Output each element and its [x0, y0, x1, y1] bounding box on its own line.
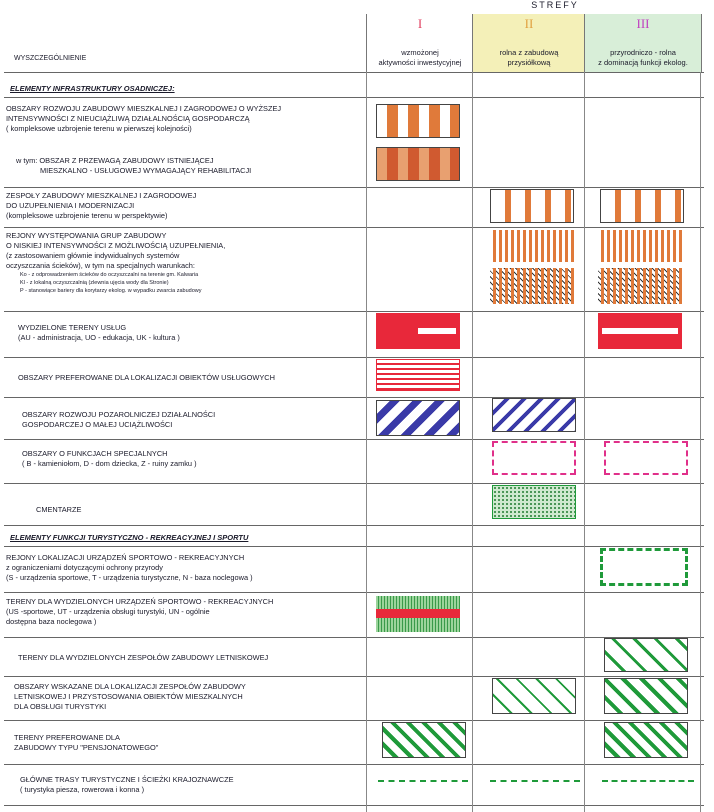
row-label-15: GŁÓWNE TRASY TURYSTYCZNE I ŚCIEŻKI KRAJOZNAWCZE ( turystyka piesza, rowerowa i konna ) — [20, 775, 234, 794]
section-tourism: ELEMENTY FUNKCJI TURYSTYCZNO - REKREACYJNEJ I SPORTU — [10, 533, 249, 542]
symbol-low-intensity-groups-zone3 — [598, 230, 682, 262]
grid-line — [4, 357, 704, 358]
symbol-housing-modernization-zone2 — [490, 189, 574, 223]
symbol-low-intensity-special-zone3 — [598, 268, 682, 304]
zones-title: STREFY — [531, 0, 579, 10]
symbol-housing-modernization-zone3 — [600, 189, 684, 223]
zone-1-header — [366, 14, 473, 72]
symbol-special-functions-zone2 — [492, 441, 576, 475]
symbol-sport-recreation-areas — [376, 596, 460, 632]
symbol-preferred-services — [376, 359, 460, 391]
row-label-11: TERENY DLA WYDZIELONYCH URZĄDZEŃ SPORTOWO - REKREACYJNYCH (US -sportowe, UT - urządzenia obsługi turystyki, UN - ogólnie dostępna baza noclegowa ) — [6, 597, 274, 626]
row-label-6: OBSZARY PREFEROWANE DLA LOKALIZACJI OBIEKTÓW USŁUGOWYCH — [18, 373, 275, 382]
section-infrastructure: ELEMENTY INFRASTRUKTURY OSADNICZEJ: — [10, 84, 175, 93]
column-heading: WYSZCZEGÓLNIENIE — [14, 55, 87, 62]
row-label-2: w tym: OBSZAR Z PRZEWAGĄ ZABUDOWY ISTNIEJĄCEJ MIESZKALNO - USŁUGOWEJ WYMAGAJĄCY REHABILITACJI — [16, 156, 252, 175]
row-label-8: OBSZARY O FUNKCJACH SPECJALNYCH ( B - kamieniołom, D - dom dziecka, Z - ruiny zamku ) — [22, 449, 197, 468]
grid-line — [4, 483, 704, 484]
symbol-trails-zone3 — [602, 780, 694, 782]
symbol-trails-zone2 — [490, 780, 580, 782]
symbol-summer-conversion-zone3 — [604, 678, 688, 714]
grid-line — [4, 764, 704, 765]
symbol-service-areas-zone1 — [376, 313, 460, 349]
symbol-light-business-zone1 — [376, 400, 460, 436]
row-label-4: REJONY WYSTĘPOWANIA GRUP ZABUDOWY O NISKIEJ INTENSYWNOŚCI Z MOŻLIWOŚCIĄ UZUPEŁNIENIA, (z zastosowaniem głównie indywidualnych systemów oczyszczania ścieków), w tym na specjalnych warunkach: Ko - z odprowadzeniem ścieków do oczyszczalni na terenie gm. Kalwaria Kl - z lokalną oczyszczalnią (zlewnia ujęcia wody dla Stronie) P - stanowiące bariery dla korytarzy ekolog. w wypadku zwarcia zabudowy — [6, 231, 226, 294]
row-label-1: OBSZARY ROZWOJU ZABUDOWY MIESZKALNEJ I ZAGRODOWEJ O WYŻSZEJ INTENSYWNOŚCI Z NIEUCIĄŻLIWĄ DZIAŁALNOŚCIĄ GOSPODARCZĄ ( kompleksowe uzbrojenie terenu w pierwszej kolejności) — [6, 104, 282, 133]
grid-line — [4, 72, 704, 73]
grid-line — [4, 592, 704, 593]
symbol-summer-housing — [604, 638, 688, 672]
symbol-service-areas-zone3 — [598, 313, 682, 349]
grid-column-line — [584, 72, 585, 812]
zone-1-roman: I — [417, 16, 423, 31]
grid-line — [4, 546, 704, 547]
symbol-special-functions-zone3 — [604, 441, 688, 475]
grid-line — [4, 439, 704, 440]
grid-line — [4, 676, 704, 677]
symbol-light-business-zone2 — [492, 398, 576, 432]
symbol-high-intensity-housing — [376, 104, 460, 138]
zone-1-desc: wzmożonej aktywności inwestycyjnej — [378, 48, 462, 67]
grid-line — [4, 187, 704, 188]
row-label-10: REJONY LOKALIZACJI URZĄDZEŃ SPORTOWO - REKREACYJNYCH z ograniczeniami dotyczącymi ochrony przyrody (S - urządzenia sportowe, T - urządzenia turystyczne, N - baza noclegowa ) — [6, 553, 253, 582]
grid-column-line — [472, 72, 473, 812]
grid-line — [4, 227, 704, 228]
zone-2-roman: II — [524, 16, 534, 31]
grid-line — [4, 720, 704, 721]
row-label-7: OBSZARY ROZWOJU POZAROLNICZEJ DZIAŁALNOŚCI GOSPODARCZEJ O MAŁEJ UCIĄŻLIWOŚCI — [22, 410, 216, 429]
symbol-guesthouse-zone1 — [382, 722, 466, 758]
grid-line — [4, 97, 704, 98]
zone-2-header — [472, 14, 585, 72]
row-label-3: ZESPOŁY ZABUDOWY MIESZKALNEJ I ZAGRODOWEJ DO UZUPEŁNIENIA I MODERNIZACJI (kompleksowe uzbrojenie terenu w perspektywie) — [6, 191, 197, 220]
zone-3-header — [584, 14, 702, 72]
symbol-low-intensity-groups-zone2 — [490, 230, 574, 262]
zone-2-desc: rolna z zabudową przysiółkową — [499, 48, 559, 67]
zone-3-roman: III — [636, 16, 650, 31]
row-label-13: OBSZARY WSKAZANE DLA LOKALIZACJI ZESPOŁÓW ZABUDOWY LETNISKOWEJ I PRZYSTOSOWANIA OBIEKTÓW MIESZKALNYCH DLA OBSŁUGI TURYSTYKI — [14, 682, 246, 711]
grid-column-line — [700, 72, 701, 812]
grid-line — [4, 637, 704, 638]
row-label-14: TERENY PREFEROWANE DLA ZABUDOWY TYPU "PENSJONATOWEGO" — [14, 733, 159, 752]
symbol-low-intensity-special-zone2 — [490, 268, 574, 304]
symbol-guesthouse-zone3 — [604, 722, 688, 758]
symbol-trails-zone1 — [378, 780, 468, 782]
grid-line — [4, 311, 704, 312]
row-label-12: TERENY DLA WYDZIELONYCH ZESPOŁÓW ZABUDOWY LETNISKOWEJ — [18, 653, 269, 662]
symbol-summer-conversion-zone2 — [492, 678, 576, 714]
grid-line — [4, 805, 704, 806]
symbol-cemeteries — [492, 485, 576, 519]
grid-line — [4, 397, 704, 398]
row-label-5: WYDZIELONE TERENY USŁUG (AU - administracja, UO - edukacja, UK - kultura ) — [18, 323, 180, 342]
zone-3-desc: przyrodniczo - rolna z dominacją funkcji ekolog. — [598, 48, 688, 67]
symbol-rehabilitation-area — [376, 147, 460, 181]
symbol-sport-restricted — [600, 548, 688, 586]
grid-line — [4, 525, 704, 526]
row-label-9: CMENTARZE — [36, 505, 82, 514]
